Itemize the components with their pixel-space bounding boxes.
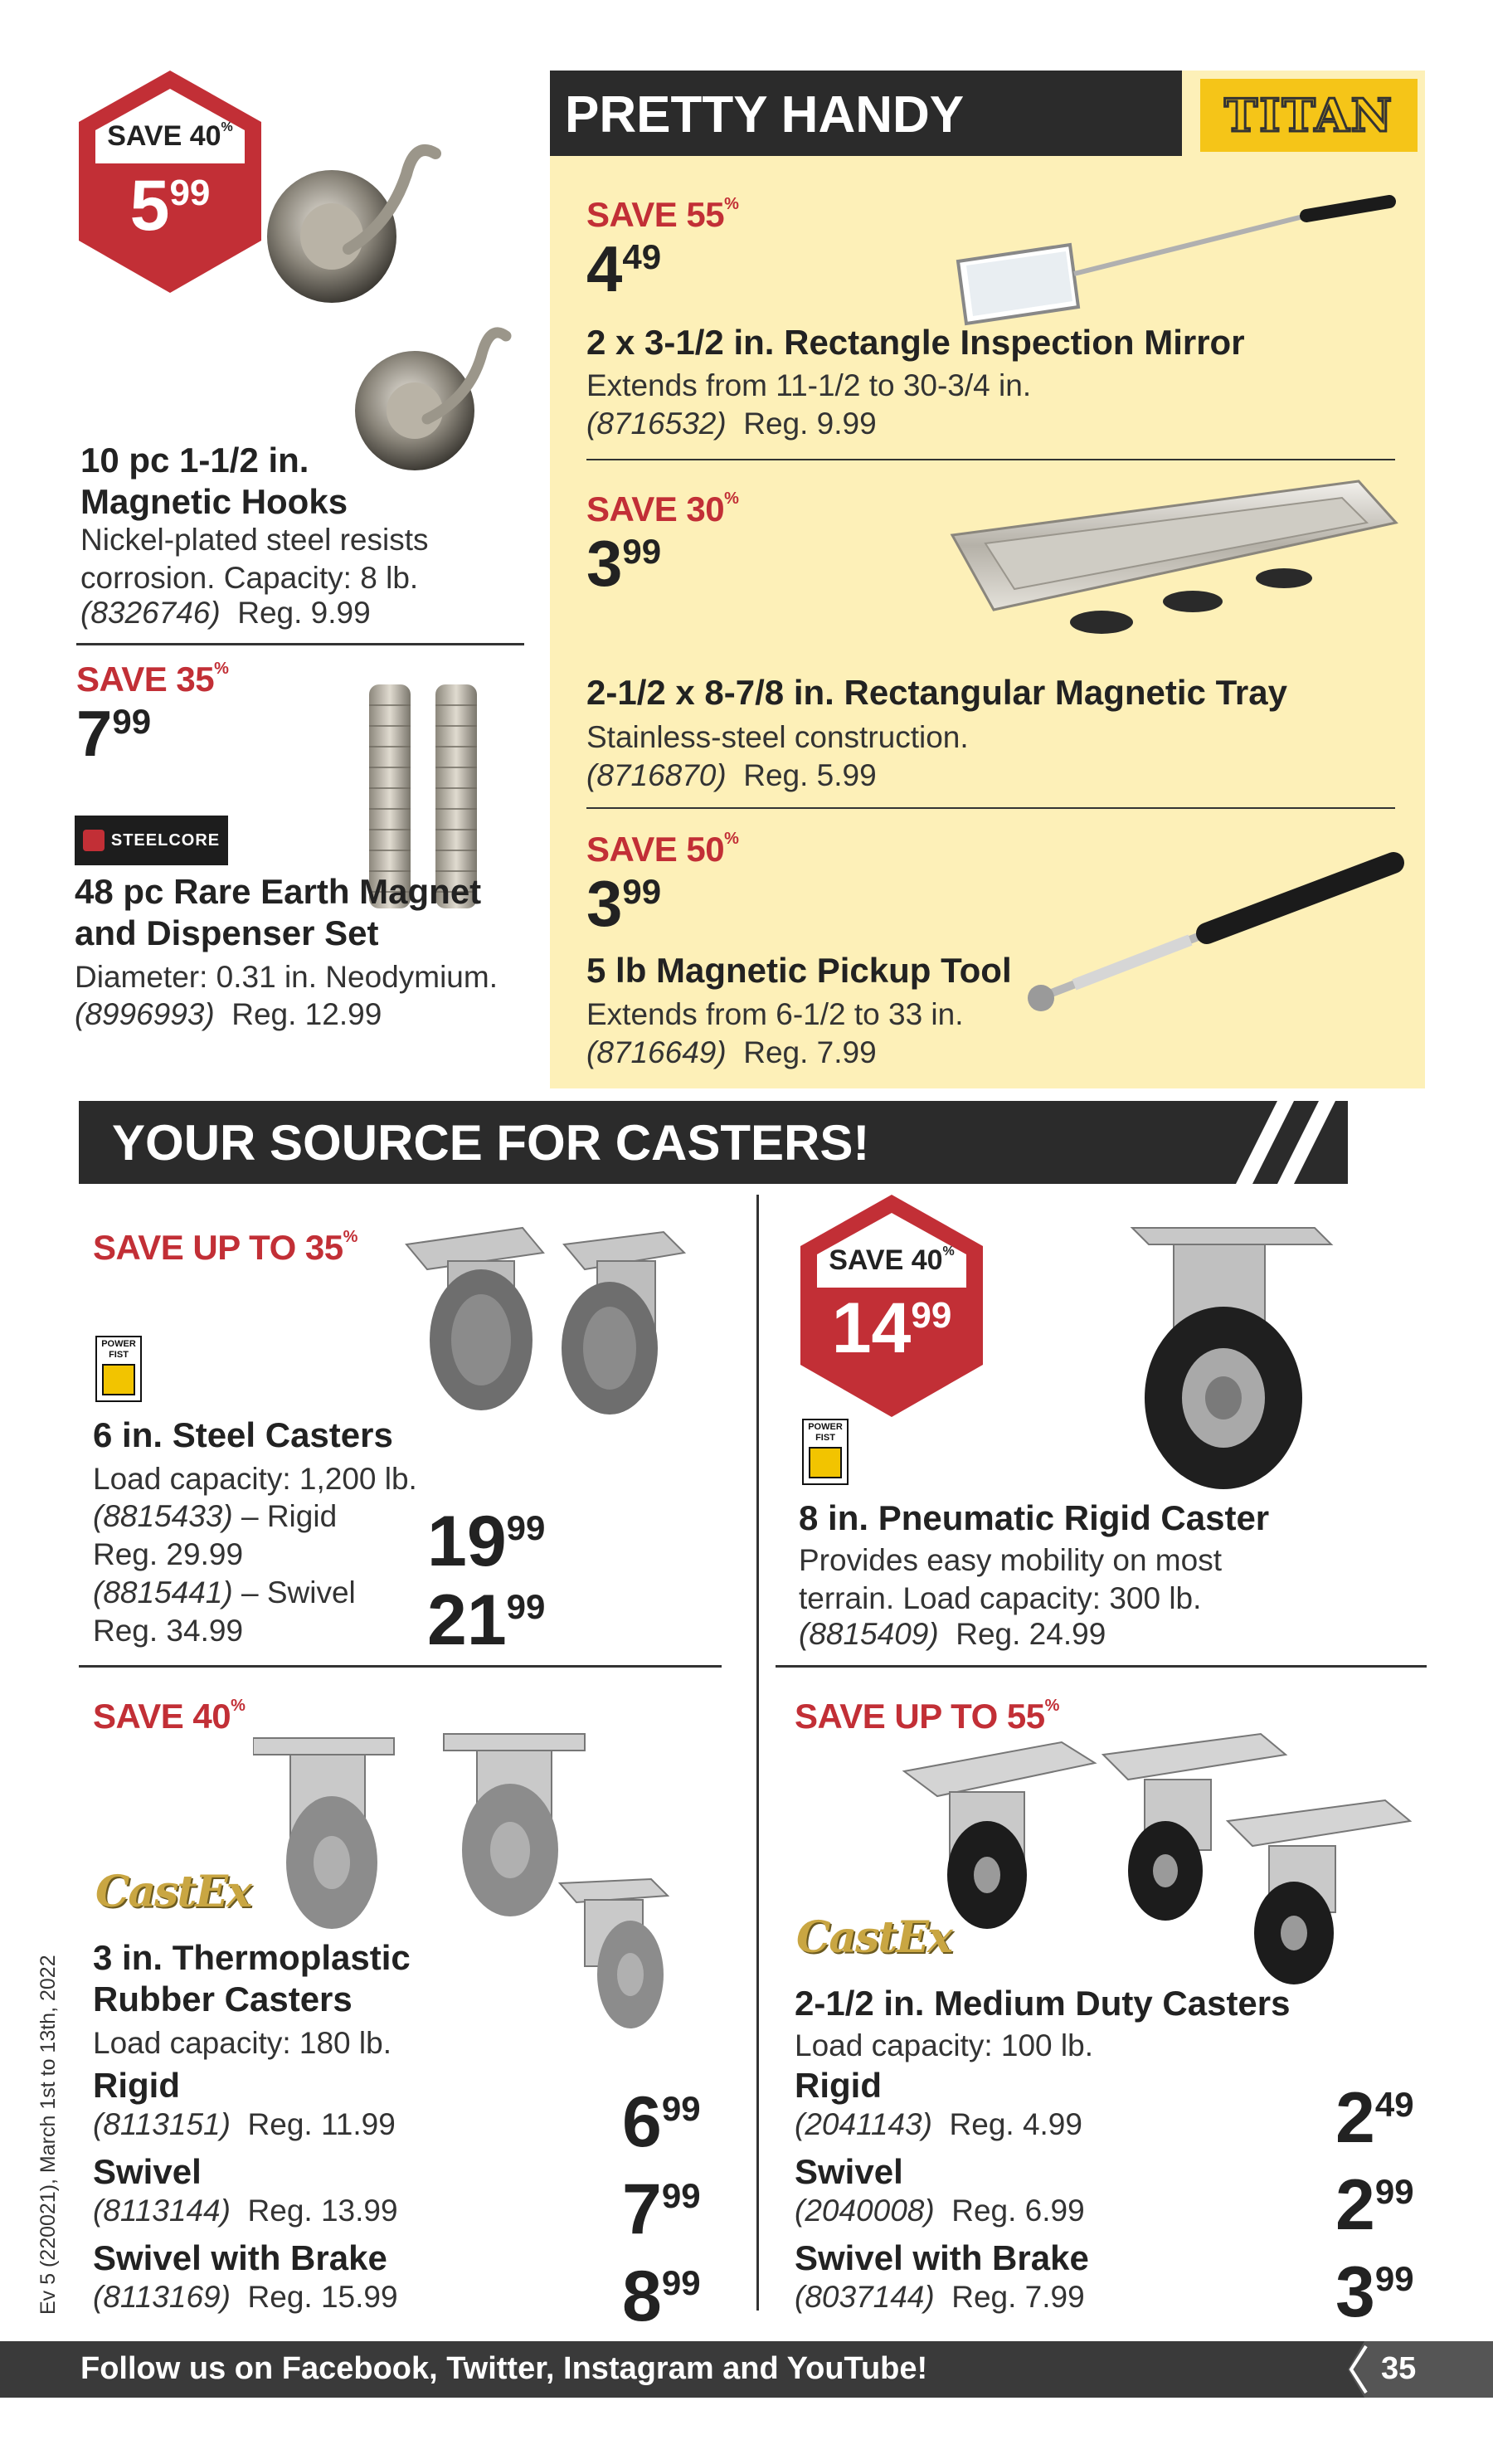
pickup-save: SAVE 50% bbox=[586, 830, 739, 869]
footer-social-text: Follow us on Facebook, Twitter, Instagram and YouTube! bbox=[80, 2351, 928, 2386]
tray-save: SAVE 30% bbox=[586, 489, 739, 528]
medium-duty-casters-image bbox=[896, 1730, 1427, 1995]
divider bbox=[79, 1665, 722, 1668]
thermoplastic-price-swivel: 799 bbox=[622, 2169, 701, 2249]
mirror-price: 449 bbox=[586, 232, 662, 305]
steel-casters-title: 6 in. Steel Casters bbox=[93, 1415, 393, 1454]
footer-bar bbox=[0, 2341, 1493, 2398]
pickup-title: 5 lb Magnetic Pickup Tool bbox=[586, 951, 1012, 990]
medium-duty-price-swivel: 299 bbox=[1335, 2165, 1414, 2245]
thermoplastic-save: SAVE 40% bbox=[93, 1697, 246, 1736]
magnetic-hooks-price-line: (8326746) Reg. 9.99 bbox=[80, 596, 371, 630]
rare-earth-title: 48 pc Rare Earth Magnet and Dispenser Set bbox=[75, 872, 482, 953]
page-tab-chevron bbox=[1340, 2341, 1493, 2398]
rare-earth-save: SAVE 35% bbox=[76, 660, 229, 699]
inspection-mirror-image bbox=[950, 195, 1398, 328]
rare-earth-desc: Diameter: 0.31 in. Neodymium. bbox=[75, 960, 498, 994]
magnetic-hooks-title: 10 pc 1-1/2 in. Magnetic Hooks bbox=[80, 441, 348, 522]
rare-earth-price-line: (8996993) Reg. 12.99 bbox=[75, 997, 382, 1031]
steel-casters-save: SAVE UP TO 35% bbox=[93, 1228, 357, 1267]
tray-desc: Stainless-steel construction. bbox=[586, 720, 969, 754]
steel-casters-image bbox=[398, 1224, 713, 1423]
pickup-desc: Extends from 6-1/2 to 33 in. bbox=[586, 997, 964, 1031]
power-fist-logo: POWER FIST bbox=[95, 1336, 142, 1402]
titan-logo: TITAN bbox=[1200, 79, 1418, 152]
divider bbox=[586, 807, 1395, 809]
thermoplastic-price-rigid: 699 bbox=[622, 2082, 701, 2162]
tray-price: 399 bbox=[586, 527, 662, 600]
rare-earth-price: 799 bbox=[76, 697, 152, 770]
medium-duty-title: 2-1/2 in. Medium Duty Casters bbox=[795, 1984, 1291, 2023]
medium-duty-save: SAVE UP TO 55% bbox=[795, 1697, 1059, 1736]
pretty-handy-header: PRETTY HANDY bbox=[550, 71, 1182, 156]
edition-note: Ev 5 (220021), March 1st to 13th, 2022 bbox=[36, 1955, 60, 2315]
castex-logo: CastEx bbox=[796, 1912, 952, 1963]
header-stripes bbox=[1203, 1101, 1348, 1184]
tray-title: 2-1/2 x 8-7/8 in. Rectangular Magnetic Tray bbox=[586, 673, 1287, 712]
steelcore-logo: STEELCORE bbox=[75, 816, 228, 865]
power-fist-logo: POWER FIST bbox=[802, 1419, 849, 1485]
save-badge-magnetic-hooks: SAVE 40% 599 bbox=[75, 71, 265, 295]
casters-header: YOUR SOURCE FOR CASTERS! bbox=[79, 1101, 1344, 1184]
page-number: 35 bbox=[1381, 2351, 1417, 2386]
magnetic-tray-image bbox=[919, 477, 1400, 643]
divider bbox=[586, 459, 1395, 460]
pickup-price: 399 bbox=[586, 867, 662, 940]
thermoplastic-desc: Load capacity: 180 lb. bbox=[93, 2026, 391, 2060]
pneumatic-price-line: (8815409) Reg. 24.99 bbox=[799, 1617, 1106, 1651]
castex-logo: CastEx bbox=[95, 1867, 251, 1917]
pneumatic-caster-image bbox=[1124, 1220, 1340, 1493]
steel-casters-price-swivel: 2199 bbox=[427, 1580, 546, 1660]
magnetic-hooks-desc: Nickel-plated steel resists corrosion. Capacity: 8 lb. bbox=[80, 523, 429, 596]
tray-price-line: (8716870) Reg. 5.99 bbox=[586, 758, 877, 792]
save-badge-pneumatic: SAVE 40% 1499 bbox=[796, 1195, 987, 1419]
steel-casters-row-rigid: (8815433) – Rigid Reg. 29.99 bbox=[93, 1499, 338, 1572]
mirror-save: SAVE 55% bbox=[586, 195, 739, 234]
thermoplastic-row-swivel: Swivel (8113144) Reg. 13.99 bbox=[93, 2152, 398, 2228]
mirror-price-line: (8716532) Reg. 9.99 bbox=[586, 407, 877, 441]
pneumatic-title: 8 in. Pneumatic Rigid Caster bbox=[799, 1498, 1270, 1537]
medium-duty-row-brake: Swivel with Brake (8037144) Reg. 7.99 bbox=[795, 2238, 1089, 2314]
steel-casters-row-swivel: (8815441) – Swivel Reg. 34.99 bbox=[93, 1575, 356, 1648]
medium-duty-price-brake: 399 bbox=[1335, 2252, 1414, 2332]
thermoplastic-row-brake: Swivel with Brake (8113169) Reg. 15.99 bbox=[93, 2238, 398, 2314]
medium-duty-price-rigid: 249 bbox=[1335, 2078, 1414, 2158]
mirror-desc: Extends from 11-1/2 to 30-3/4 in. bbox=[586, 368, 1032, 402]
steel-casters-price-rigid: 1999 bbox=[427, 1502, 546, 1581]
divider bbox=[76, 643, 524, 645]
medium-duty-row-swivel: Swivel (2040008) Reg. 6.99 bbox=[795, 2152, 1085, 2228]
pickup-tool-image bbox=[1024, 850, 1406, 1016]
thermoplastic-title: 3 in. Thermoplastic Rubber Casters bbox=[93, 1938, 411, 2019]
divider bbox=[776, 1665, 1427, 1668]
pneumatic-desc: Provides easy mobility on most terrain. Load capacity: 300 lb. bbox=[799, 1543, 1222, 1616]
medium-duty-row-rigid: Rigid (2041143) Reg. 4.99 bbox=[795, 2066, 1082, 2141]
column-divider bbox=[756, 1195, 759, 2311]
pickup-price-line: (8716649) Reg. 7.99 bbox=[586, 1035, 877, 1069]
magnetic-hooks-image bbox=[257, 124, 531, 473]
thermoplastic-row-rigid: Rigid (8113151) Reg. 11.99 bbox=[93, 2066, 396, 2141]
medium-duty-desc: Load capacity: 100 lb. bbox=[795, 2028, 1093, 2062]
thermoplastic-price-brake: 899 bbox=[622, 2257, 701, 2336]
mirror-title: 2 x 3-1/2 in. Rectangle Inspection Mirror bbox=[586, 323, 1245, 362]
steel-casters-desc: Load capacity: 1,200 lb. bbox=[93, 1462, 417, 1496]
